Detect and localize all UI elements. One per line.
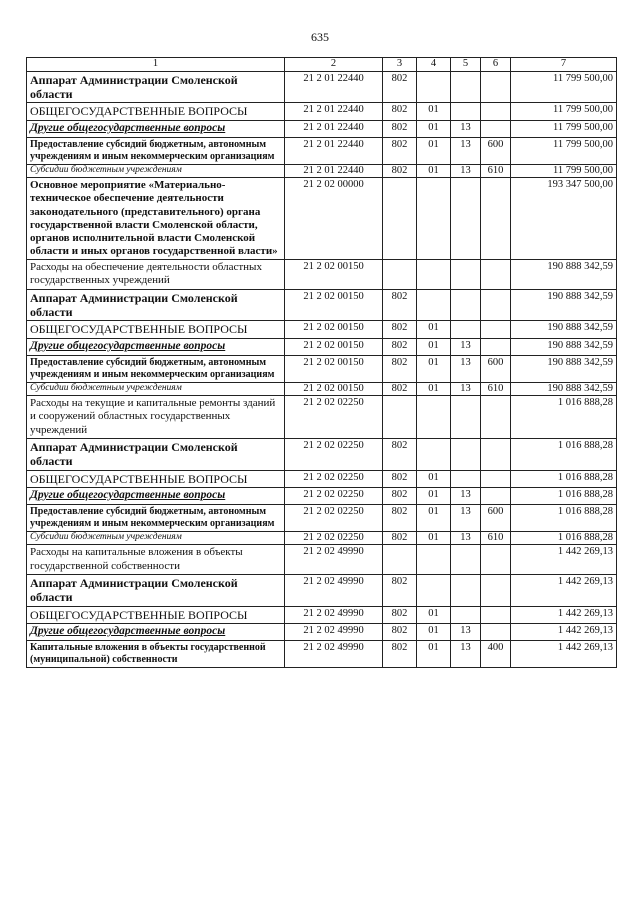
subsection-cell: 13 bbox=[451, 623, 481, 640]
table-row bbox=[27, 120, 617, 137]
amount-cell: 190 888 342,59 bbox=[511, 321, 617, 338]
section-cell: 01 bbox=[417, 623, 451, 640]
expense-kind-cell bbox=[481, 120, 511, 137]
name-cell: Предоставление субсидий бюджетным, автономным учреждениям и иным некоммерческим организациям bbox=[27, 137, 285, 164]
table-row bbox=[27, 396, 617, 439]
amount-cell: 190 888 342,59 bbox=[511, 355, 617, 382]
administrator-cell: 802 bbox=[383, 574, 417, 606]
administrator-cell: 802 bbox=[383, 321, 417, 338]
administrator-cell bbox=[383, 260, 417, 289]
target-article-cell: 21 2 02 02250 bbox=[285, 531, 383, 545]
subsection-cell: 13 bbox=[451, 355, 481, 382]
header-col-name: 1 bbox=[27, 58, 285, 72]
administrator-cell: 802 bbox=[383, 289, 417, 321]
target-article-cell: 21 2 01 22440 bbox=[285, 71, 383, 103]
name-cell: Предоставление субсидий бюджетным, автономным учреждениям и иным некоммерческим организациям bbox=[27, 355, 285, 382]
name-cell: Аппарат Администрации Смоленской области bbox=[27, 71, 285, 103]
table-row bbox=[27, 289, 617, 321]
name-cell: Другие общегосударственные вопросы bbox=[27, 338, 285, 355]
page-number: 635 bbox=[311, 30, 329, 44]
expense-kind-cell: 600 bbox=[481, 137, 511, 164]
subsection-cell bbox=[451, 260, 481, 289]
amount-cell: 193 347 500,00 bbox=[511, 178, 617, 260]
subsection-cell: 13 bbox=[451, 487, 481, 504]
target-article-cell: 21 2 02 49990 bbox=[285, 640, 383, 667]
subsection-cell: 13 bbox=[451, 382, 481, 396]
amount-cell: 1 442 269,13 bbox=[511, 606, 617, 623]
expense-kind-cell: 610 bbox=[481, 531, 511, 545]
target-article-cell: 21 2 02 02250 bbox=[285, 396, 383, 439]
name-cell: ОБЩЕГОСУДАРСТВЕННЫЕ ВОПРОСЫ bbox=[27, 103, 285, 120]
section-cell: 01 bbox=[417, 382, 451, 396]
name-cell: ОБЩЕГОСУДАРСТВЕННЫЕ ВОПРОСЫ bbox=[27, 470, 285, 487]
expense-kind-cell bbox=[481, 321, 511, 338]
section-cell bbox=[417, 438, 451, 470]
amount-cell: 1 016 888,28 bbox=[511, 487, 617, 504]
expense-kind-cell bbox=[481, 623, 511, 640]
name-cell: Субсидии бюджетным учреждениям bbox=[27, 382, 285, 396]
header-col-expense-kind: 6 bbox=[481, 58, 511, 72]
administrator-cell: 802 bbox=[383, 606, 417, 623]
section-cell: 01 bbox=[417, 355, 451, 382]
subsection-cell: 13 bbox=[451, 120, 481, 137]
target-article-cell: 21 2 02 02250 bbox=[285, 438, 383, 470]
amount-cell: 1 442 269,13 bbox=[511, 545, 617, 574]
target-article-cell: 21 2 02 49990 bbox=[285, 545, 383, 574]
table-row bbox=[27, 164, 617, 178]
expense-kind-cell bbox=[481, 396, 511, 439]
subsection-cell bbox=[451, 178, 481, 260]
administrator-cell bbox=[383, 396, 417, 439]
section-cell: 01 bbox=[417, 487, 451, 504]
administrator-cell: 802 bbox=[383, 355, 417, 382]
name-cell: Субсидии бюджетным учреждениям bbox=[27, 531, 285, 545]
section-cell: 01 bbox=[417, 338, 451, 355]
name-cell: Другие общегосударственные вопросы bbox=[27, 623, 285, 640]
subsection-cell: 13 bbox=[451, 504, 481, 531]
expense-kind-cell bbox=[481, 260, 511, 289]
administrator-cell bbox=[383, 545, 417, 574]
section-cell: 01 bbox=[417, 606, 451, 623]
subsection-cell bbox=[451, 438, 481, 470]
administrator-cell: 802 bbox=[383, 120, 417, 137]
name-cell: ОБЩЕГОСУДАРСТВЕННЫЕ ВОПРОСЫ bbox=[27, 606, 285, 623]
table-body bbox=[27, 71, 617, 667]
administrator-cell: 802 bbox=[383, 382, 417, 396]
amount-cell: 11 799 500,00 bbox=[511, 120, 617, 137]
subsection-cell bbox=[451, 574, 481, 606]
subsection-cell: 13 bbox=[451, 531, 481, 545]
target-article-cell: 21 2 02 49990 bbox=[285, 606, 383, 623]
subsection-cell: 13 bbox=[451, 137, 481, 164]
target-article-cell: 21 2 02 02250 bbox=[285, 487, 383, 504]
target-article-cell: 21 2 01 22440 bbox=[285, 137, 383, 164]
expense-kind-cell bbox=[481, 438, 511, 470]
administrator-cell: 802 bbox=[383, 623, 417, 640]
target-article-cell: 21 2 02 00150 bbox=[285, 321, 383, 338]
name-cell: ОБЩЕГОСУДАРСТВЕННЫЕ ВОПРОСЫ bbox=[27, 321, 285, 338]
target-article-cell: 21 2 02 02250 bbox=[285, 470, 383, 487]
name-cell: Капитальные вложения в объекты государственной (муниципальной) собственности bbox=[27, 640, 285, 667]
subsection-cell bbox=[451, 396, 481, 439]
section-cell: 01 bbox=[417, 103, 451, 120]
section-cell bbox=[417, 574, 451, 606]
table-row bbox=[27, 103, 617, 120]
target-article-cell: 21 2 02 49990 bbox=[285, 574, 383, 606]
expense-kind-cell: 600 bbox=[481, 355, 511, 382]
expense-kind-cell bbox=[481, 545, 511, 574]
target-article-cell: 21 2 01 22440 bbox=[285, 120, 383, 137]
header-col-section: 4 bbox=[417, 58, 451, 72]
expense-kind-cell bbox=[481, 606, 511, 623]
table-row bbox=[27, 606, 617, 623]
section-cell bbox=[417, 260, 451, 289]
table-row bbox=[27, 382, 617, 396]
section-cell: 01 bbox=[417, 137, 451, 164]
name-cell: Аппарат Администрации Смоленской области bbox=[27, 289, 285, 321]
amount-cell: 11 799 500,00 bbox=[511, 71, 617, 103]
amount-cell: 1 442 269,13 bbox=[511, 623, 617, 640]
administrator-cell bbox=[383, 178, 417, 260]
header-col-target-article: 2 bbox=[285, 58, 383, 72]
expense-kind-cell: 400 bbox=[481, 640, 511, 667]
target-article-cell: 21 2 02 00000 bbox=[285, 178, 383, 260]
amount-cell: 1 442 269,13 bbox=[511, 640, 617, 667]
table-row bbox=[27, 640, 617, 667]
section-cell: 01 bbox=[417, 640, 451, 667]
subsection-cell bbox=[451, 321, 481, 338]
name-cell: Аппарат Администрации Смоленской области bbox=[27, 438, 285, 470]
section-cell: 01 bbox=[417, 470, 451, 487]
section-cell bbox=[417, 178, 451, 260]
amount-cell: 11 799 500,00 bbox=[511, 137, 617, 164]
expense-kind-cell bbox=[481, 178, 511, 260]
subsection-cell bbox=[451, 103, 481, 120]
section-cell: 01 bbox=[417, 504, 451, 531]
amount-cell: 1 016 888,28 bbox=[511, 504, 617, 531]
table-row bbox=[27, 260, 617, 289]
table-row bbox=[27, 574, 617, 606]
target-article-cell: 21 2 02 49990 bbox=[285, 623, 383, 640]
name-cell: Субсидии бюджетным учреждениям bbox=[27, 164, 285, 178]
section-cell: 01 bbox=[417, 531, 451, 545]
table-row bbox=[27, 178, 617, 260]
target-article-cell: 21 2 02 00150 bbox=[285, 355, 383, 382]
table-row bbox=[27, 623, 617, 640]
administrator-cell: 802 bbox=[383, 338, 417, 355]
expense-kind-cell bbox=[481, 470, 511, 487]
header-row bbox=[27, 58, 617, 72]
budget-table bbox=[26, 57, 617, 668]
administrator-cell: 802 bbox=[383, 103, 417, 120]
target-article-cell: 21 2 02 00150 bbox=[285, 338, 383, 355]
administrator-cell: 802 bbox=[383, 531, 417, 545]
amount-cell: 1 016 888,28 bbox=[511, 396, 617, 439]
name-cell: Другие общегосударственные вопросы bbox=[27, 120, 285, 137]
name-cell: Основное мероприятие «Материально-техническое обеспечение деятельности законодательного (представительного) органа государственной власти Смоленской области, органов исполнительной власти Смоленской области и иных органов государственной власти» bbox=[27, 178, 285, 260]
section-cell: 01 bbox=[417, 120, 451, 137]
name-cell: Расходы на текущие и капитальные ремонты зданий и сооружений областных государственных учреждений bbox=[27, 396, 285, 439]
expense-kind-cell bbox=[481, 574, 511, 606]
name-cell: Расходы на капитальные вложения в объекты государственной собственности bbox=[27, 545, 285, 574]
amount-cell: 190 888 342,59 bbox=[511, 260, 617, 289]
section-cell: 01 bbox=[417, 164, 451, 178]
section-cell: 01 bbox=[417, 321, 451, 338]
target-article-cell: 21 2 02 00150 bbox=[285, 289, 383, 321]
subsection-cell bbox=[451, 545, 481, 574]
table-row bbox=[27, 338, 617, 355]
subsection-cell bbox=[451, 71, 481, 103]
administrator-cell: 802 bbox=[383, 487, 417, 504]
subsection-cell: 13 bbox=[451, 164, 481, 178]
section-cell bbox=[417, 396, 451, 439]
section-cell bbox=[417, 71, 451, 103]
administrator-cell: 802 bbox=[383, 640, 417, 667]
administrator-cell: 802 bbox=[383, 164, 417, 178]
amount-cell: 1 442 269,13 bbox=[511, 574, 617, 606]
table-row bbox=[27, 355, 617, 382]
table-row bbox=[27, 137, 617, 164]
administrator-cell: 802 bbox=[383, 470, 417, 487]
amount-cell: 11 799 500,00 bbox=[511, 164, 617, 178]
table-row bbox=[27, 545, 617, 574]
amount-cell: 190 888 342,59 bbox=[511, 338, 617, 355]
header-col-subsection: 5 bbox=[451, 58, 481, 72]
table-row bbox=[27, 487, 617, 504]
name-cell: Другие общегосударственные вопросы bbox=[27, 487, 285, 504]
target-article-cell: 21 2 01 22440 bbox=[285, 103, 383, 120]
administrator-cell: 802 bbox=[383, 504, 417, 531]
table-row bbox=[27, 438, 617, 470]
expense-kind-cell bbox=[481, 338, 511, 355]
amount-cell: 190 888 342,59 bbox=[511, 382, 617, 396]
table-row bbox=[27, 504, 617, 531]
table-row bbox=[27, 531, 617, 545]
amount-cell: 190 888 342,59 bbox=[511, 289, 617, 321]
administrator-cell: 802 bbox=[383, 71, 417, 103]
name-cell: Аппарат Администрации Смоленской области bbox=[27, 574, 285, 606]
target-article-cell: 21 2 01 22440 bbox=[285, 164, 383, 178]
expense-kind-cell: 600 bbox=[481, 504, 511, 531]
target-article-cell: 21 2 02 02250 bbox=[285, 504, 383, 531]
subsection-cell: 13 bbox=[451, 640, 481, 667]
expense-kind-cell bbox=[481, 71, 511, 103]
table-row bbox=[27, 71, 617, 103]
subsection-cell bbox=[451, 470, 481, 487]
expense-kind-cell bbox=[481, 289, 511, 321]
amount-cell: 1 016 888,28 bbox=[511, 531, 617, 545]
target-article-cell: 21 2 02 00150 bbox=[285, 382, 383, 396]
amount-cell: 1 016 888,28 bbox=[511, 470, 617, 487]
table-row bbox=[27, 321, 617, 338]
amount-cell: 11 799 500,00 bbox=[511, 103, 617, 120]
name-cell: Расходы на обеспечение деятельности областных государственных учреждений bbox=[27, 260, 285, 289]
section-cell bbox=[417, 289, 451, 321]
expense-kind-cell bbox=[481, 103, 511, 120]
header-col-administrator: 3 bbox=[383, 58, 417, 72]
target-article-cell: 21 2 02 00150 bbox=[285, 260, 383, 289]
subsection-cell bbox=[451, 289, 481, 321]
administrator-cell: 802 bbox=[383, 137, 417, 164]
amount-cell: 1 016 888,28 bbox=[511, 438, 617, 470]
expense-kind-cell: 610 bbox=[481, 164, 511, 178]
section-cell bbox=[417, 545, 451, 574]
subsection-cell bbox=[451, 606, 481, 623]
name-cell: Предоставление субсидий бюджетным, автономным учреждениям и иным некоммерческим организациям bbox=[27, 504, 285, 531]
subsection-cell: 13 bbox=[451, 338, 481, 355]
expense-kind-cell: 610 bbox=[481, 382, 511, 396]
expense-kind-cell bbox=[481, 487, 511, 504]
header-col-amount: 7 bbox=[511, 58, 617, 72]
table-row bbox=[27, 470, 617, 487]
administrator-cell: 802 bbox=[383, 438, 417, 470]
